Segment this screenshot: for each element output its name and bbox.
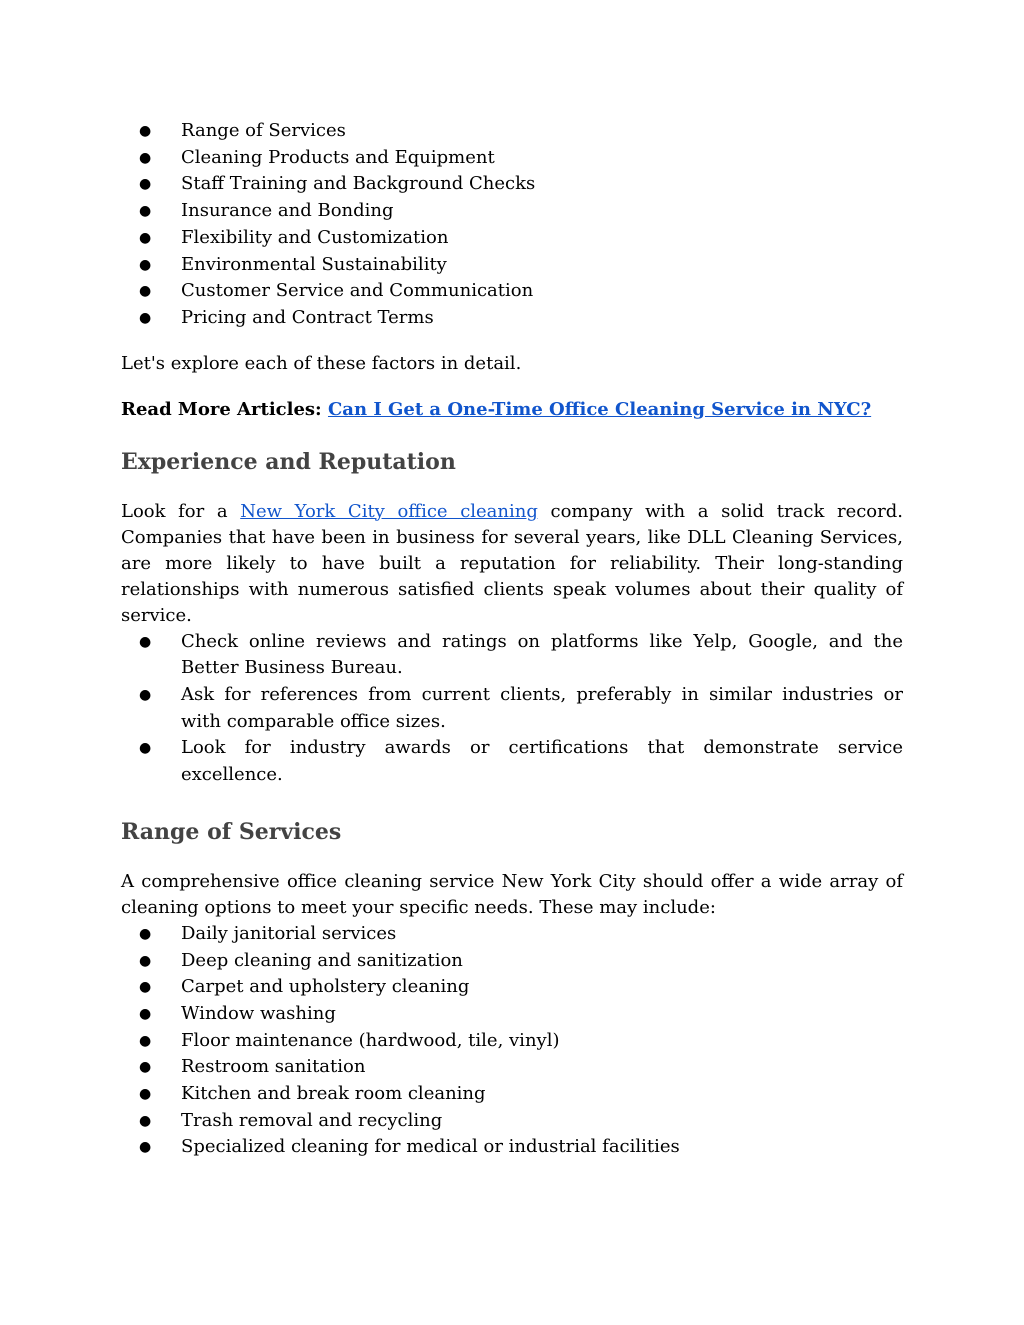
list-item: ● Customer Service and Communication — [121, 278, 903, 305]
list-item: ● Trash removal and recycling — [121, 1108, 903, 1135]
bullet-icon: ● — [139, 1086, 152, 1103]
bullet-icon: ● — [139, 123, 152, 139]
list-item: ● Look for industry awards or certifications that demonstrate service excellence. — [139, 737, 903, 786]
section-heading-range: Range of Services — [121, 818, 342, 845]
experience-paragraph: Look for a New York City office cleaning company with a solid track record. Companies that have been in business for several years, like DLL Cleaning Services, are more likely to have built a reputation for reliability. Their long-standing relationships with numerous satisfied clients speak volumes about their quality of service. — [121, 500, 903, 626]
list-item: ● Pricing and Contract Terms — [121, 305, 903, 332]
list-item: ● Carpet and upholstery cleaning — [121, 974, 903, 1001]
read-more-link[interactable]: Can I Get a One-Time Office Cleaning Service in NYC? — [327, 398, 872, 420]
list-item: ● Environmental Sustainability — [121, 252, 903, 279]
nyc-office-cleaning-link[interactable]: New York City office cleaning — [240, 500, 538, 522]
bullet-icon: ● — [139, 1059, 152, 1076]
bullet-icon: ● — [139, 1139, 152, 1156]
bullet-icon: ● — [139, 952, 152, 969]
document-page — [121, 118, 903, 1161]
bullet-icon: ● — [139, 229, 152, 246]
factors-list — [121, 118, 903, 332]
list-item: ● Check online reviews and ratings on platforms like Yelp, Google, and the Better Business Bureau. — [139, 630, 903, 679]
bullet-icon: ● — [139, 740, 152, 757]
list-item: ● Kitchen and break room cleaning — [121, 1081, 903, 1108]
bullet-icon: ● — [139, 309, 152, 326]
list-item: ● Ask for references from current clients, preferably in similar industries or with comparable office sizes. — [139, 684, 903, 732]
bullet-icon: ● — [139, 1032, 152, 1049]
bullet-icon: ● — [139, 176, 152, 193]
read-more-label: Read More Articles: — [121, 398, 322, 420]
list-item: ● Deep cleaning and sanitization — [121, 948, 903, 975]
bullet-icon: ● — [139, 1005, 152, 1022]
range-paragraph: A comprehensive office cleaning service New York City should offer a wide array of cleaning options to meet your specific needs. These may include: — [121, 870, 903, 918]
bullet-icon: ● — [139, 925, 152, 942]
bullet-icon: ● — [139, 203, 152, 220]
list-item: ● Window washing — [121, 1001, 903, 1028]
bullet-icon: ● — [139, 633, 152, 650]
read-more-line — [121, 397, 903, 423]
list-item: ● Cleaning Products and Equipment — [121, 145, 903, 172]
bullet-icon: ● — [139, 256, 152, 273]
list-item: ● Restroom sanitation — [121, 1054, 903, 1081]
bullet-icon: ● — [139, 979, 152, 996]
section-heading-experience: Experience and Reputation — [121, 448, 456, 475]
list-item: ● Range of Services — [121, 118, 903, 145]
bullet-icon: ● — [139, 687, 152, 704]
bullet-icon: ● — [139, 1112, 152, 1129]
list-item: ● Specialized cleaning for medical or industrial facilities — [121, 1134, 903, 1161]
services-list — [121, 921, 903, 1161]
bullet-icon: ● — [139, 149, 152, 166]
bullet-icon: ● — [139, 283, 152, 300]
experience-list — [121, 629, 903, 789]
list-item: ● Staff Training and Background Checks — [121, 171, 903, 198]
list-item: ● Insurance and Bonding — [121, 198, 903, 225]
explore-text: Let's explore each of these factors in detail. — [121, 352, 522, 374]
list-item: ● Flexibility and Customization — [121, 225, 903, 252]
list-item: ● Floor maintenance (hardwood, tile, vinyl) — [121, 1028, 903, 1055]
list-item: ● Daily janitorial services — [121, 921, 903, 948]
